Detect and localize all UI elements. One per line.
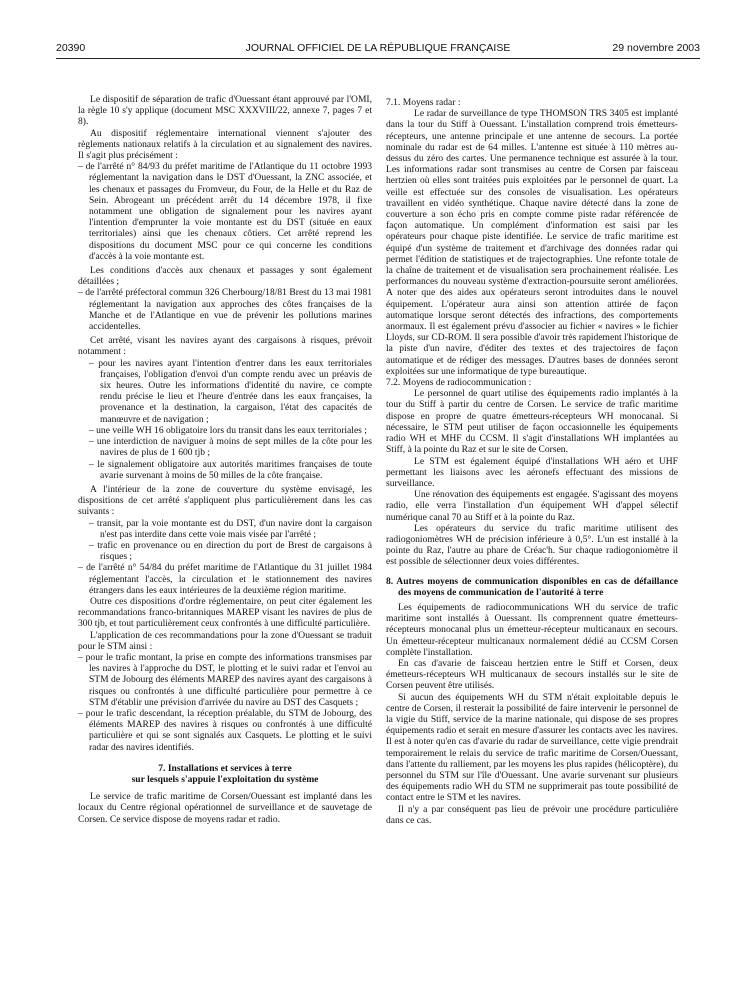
paragraph: Il n'y a par conséquent pas lieu de prévoir une procédure particulière dans ce cas. (386, 803, 678, 826)
header-rule (56, 58, 700, 59)
subsection-heading: 7.2. Moyens de radiocommunication : (386, 377, 532, 389)
list-item: – de l'arrêté préfectoral commun 326 Cherbourg/18/81 Brest du 13 mai 1981 réglementant la navigation aux approches des côtes françaises de la Manche et de l'Atlantique en vue de prévenir les pollutions marines accidentelles. (78, 287, 372, 333)
list-item: – de l'arrêté n° 84/93 du préfet maritime de l'Atlantique du 11 octobre 1993 réglementant la navigation dans le DST d'Ouessant, la ZNC associée, et les chenaux et passages du Fromveur, du Four, de la Helle et du Raz de Sein. Abrogeant un précédent arrêt du 14 décembre 1978, il fixe notamment une obligation de signalement pour les navires ayant l'intention d'emprunter la voie montante est du DST (située en eaux territoriales) ainsi que les chenaux côtiers. Cet arrêté reprend les dispositions du document MSC pour ce qui concerne les conditions d'accès à la voie montante est. (78, 161, 372, 262)
paragraph: Si aucun des équipements WH du STM n'était exploitable depuis le centre de Corsen, il resterait la possibilité de faire intervenir le personnel de la vigie du Stiff, service de la marine nationale, qui dispose de ses propres équipements radio et serait en mesure d'assurer les contacts avec les navires. Il est à noter qu'en cas d'avarie du radar de surveillance, cette vigie prendrait temporairement le relais du service de trafic maritime de Corsen/Ouessant, dans l'attente du ralliement, par les moyens les plus rapides (hélicoptère), du personnel du STM sur l'île d'Ouessant. Une avarie survenant sur plusieurs des équipements radio WH du STM ne supprimerait pas toute possibilité de contact entre le STM et les navires. (386, 691, 678, 804)
list-item: – une veille WH 16 obligatoire lors du transit dans les eaux territoriales ; (89, 424, 367, 436)
paragraph: L'application de ces recommandations pour la zone d'Ouessant se traduit pour le STM ainsi : (78, 629, 372, 652)
paragraph: A l'intérieur de la zone de couverture du système envisagé, les dispositions de cet arrêté s'appliquent plus particulièrement dans les cas suivants : (78, 483, 372, 518)
paragraph: Outre ces dispositions d'ordre réglementaire, on peut citer également les recommandations franco-britanniques MAREP visant les navires de plus de 300 tjb, et tout particulièrement ceux confrontés à une difficulté particulière. (78, 595, 372, 630)
paragraph: Les équipements de radiocommunications WH du service de trafic maritime sont installés à Ouessant. Ils comprennent quatre émetteurs-récepteurs monocanal plus un émetteur-récepteur multicanaux en secours. Un émetteur-récepteur multicanaux normalement dédié au CCSM Corsen complète l'installation. (386, 601, 678, 658)
list-item: – trafic en provenance ou en direction du port de Brest de cargaisons à risques ; (89, 539, 372, 563)
list-item: – pour les navires ayant l'intention d'entrer dans les eaux territoriales françaises, l'obligation d'envoi d'un compte rendu avec un préavis de six heures. Outre les informations d'identité du navire, ce compte rendu précise le lieu et l'heure d'entrée dans les eaux françaises, la provenance et la destination, la cargaison, l'état des capacités de manœuvre et de navigation ; (89, 357, 372, 425)
paragraph: Cet arrêté, visant les navires ayant des cargaisons à risques, prévoit notamment : (78, 335, 372, 358)
paragraph: Le STM est également équipé d'installations WH aéro et UHF permettant les liaisons avec les aéronefs effectuant des missions de surveillance. (386, 455, 678, 489)
publication-date: 29 novembre 2003 (612, 42, 700, 54)
paragraph: Les opérateurs du service du trafic maritime utilisent des radiogoniomètres WH de précision inférieure à 0,5°. L'un est installé à la pointe du Raz, l'autre au phare de Créac'h. Sur chaque radiogoniomètre il est possible de sélectionner deux voies différentes. (386, 522, 678, 568)
paragraph: Le dispositif de séparation de trafic d'Ouessant étant approuvé par l'OMI, la règle 10 s'y applique (document MSC XXXVIII/22, annexe 7, pages 7 et 8). (78, 94, 372, 128)
paragraph: Le service de trafic maritime de Corsen/Ouessant est implanté dans les locaux du Centre régional opérationnel de surveillance et de sauvetage de Corsen. Ce service dispose de moyens radar et radio. (78, 791, 372, 825)
list-item: – pour le trafic descendant, la réception préalable, du STM de Jobourg, des éléments MAREP des navires à risques ou confrontés à une difficulté particulière et qui se sont signalés aux Casquets. Le plotting et le suivi radar des navires identifiés. (78, 707, 372, 753)
list-item: – pour le trafic montant, la prise en compte des informations transmises par les navires à l'approche du DST, le plotting et le suivi radar et l'envoi au STM de Jobourg des éléments MAREP des navires ayant des cargaisons à risques ou confrontés à une difficulté particulière pour permettre à ce STM d'établir une prévision d'arrivée du navire au DST des Casquets ; (78, 651, 372, 708)
right-column (386, 97, 678, 826)
paragraph: Une rénovation des équipements est engagée. S'agissant des moyens radio, elle verra l'installation d'un équipement WH d'appel sélectif numérique canal 70 au Stiff et à la pointe du Raz. (386, 489, 678, 523)
section-7-heading (78, 763, 372, 785)
left-column (78, 94, 372, 825)
list-item: – de l'arrêté n° 54/84 du préfet maritime de l'Atlantique du 31 juillet 1984 réglementant l'accès, la circulation et le stationnement des navires étrangers dans les eaux intérieures de la deuxième région maritime. (78, 562, 372, 596)
list-item: – transit, par la voie montante est du DST, d'un navire dont la cargaison n'est pas interdite dans cette voie mais visée par l'arrêté ; (89, 517, 372, 540)
paragraph: Le radar de surveillance de type THOMSON TRS 3405 est implanté dans la tour du Stiff à Ouessant. L'installation comprend trois émetteurs-récepteurs, une antenne principale et une antenne de secours. La portée nominale du radar est de 64 milles. L'antenne est située à 110 mètres au-dessus du zéro des cartes. Une permanence technique est assurée à la tour. Les informations radar sont transmises au centre de Corsen par faisceau hertzien où elles sont traitées puis exploitées par le personnel de quart. La veille est effectuée sur des consoles de visualisation. Les opérateurs travaillent en vidéo synthétique. Chaque navire détecté dans la zone de couverture a son écho pris en compte comme piste radar référencée de façon automatique. Un complément d'information est saisi par les opérateurs pour chaque piste identifiée. Le service de trafic maritime est équipé d'un système de traitement et d'archivage des données radar qui permet l'édition de statistiques et de trajectographies. Une refonte totale de la chaîne de traitement et de visualisation sera prochainement réalisée. Les performances du nouveau système d'extraction-poursuite seront améliorées. A noter que des aides aux opérateurs seront introduites dans le nouvel équipement. L'opérateur aura ainsi son attention attirée de façon automatique lorsque seront détectés des infractions, des comportements anormaux. Il est également prévu d'associer au fichier « navires » le fichier Lloyds, sur CD-ROM. Il sera possible d'avoir très rapidement l'historique de la piste d'un navire, d'éditer des textes et des trajectoires de façon automatique et de rédiger des messages. D'autres bases de données seront exploitées sur une informatique de type bureautique. (386, 108, 678, 377)
section-8-heading: 8. Autres moyens de communication disponibles en cas de défaillance des moyens de communication de l'autorité à terre (386, 575, 678, 598)
paragraph: En cas d'avarie de faisceau hertzien entre le Stiff et Corsen, deux émetteurs-récepteurs WH multicanaux de secours installés sur le site de Corsen peuvent être utilisés. (386, 657, 678, 692)
paragraph: Au dispositif réglementaire international viennent s'ajouter des règlements nationaux relatifs à la circulation et au signalement des navires. Il s'agit plus précisément : (78, 127, 372, 162)
subsection-heading: 7.1. Moyens radar : (386, 97, 461, 108)
journal-title: JOURNAL OFFICIEL DE LA RÉPUBLIQUE FRANÇAISE (245, 42, 511, 54)
list-item: – le signalement obligatoire aux autorités maritimes françaises de toute avarie survenant à moins de 50 milles de la côte française. (89, 458, 372, 481)
paragraph: Le personnel de quart utilise des équipements radio implantés à la tour du Stiff à partir du centre de Corsen. Le service de trafic maritime dispose en propre de quatre émetteurs-récepteurs WH monocanal. Si nécessaire, le STM peut utiliser de façon occasionnelle les équipements radio WH et MHF du CCSM. Il s'agit d'installations WH implantées au Stiff, à la pointe du Raz et sur le site de Corsen. (386, 388, 678, 456)
page-number: 20390 (56, 42, 86, 54)
paragraph: Les conditions d'accès aux chenaux et passages y sont également détaillées ; (78, 265, 372, 288)
section-subtitle: sur lesquels s'appuie l'exploitation du système (131, 773, 319, 785)
section-title: 7. Installations et services à terre (158, 762, 292, 774)
page-header (56, 42, 700, 58)
list-item: – une interdiction de naviguer à moins de sept milles de la côte pour les navires de plus de 1 600 tjb ; (89, 436, 372, 459)
